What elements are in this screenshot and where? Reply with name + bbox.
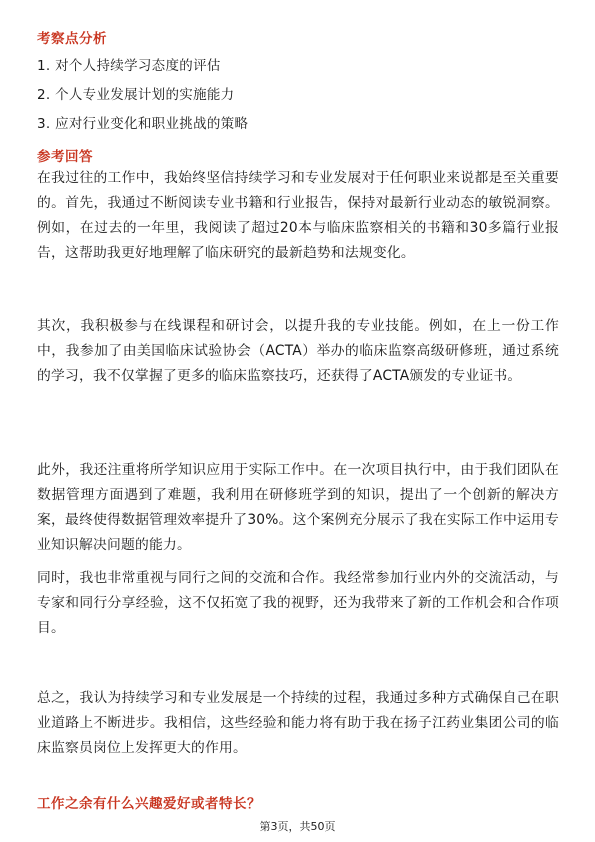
- analysis-item-2: 2. 个人专业发展计划的实施能力: [37, 87, 235, 103]
- answer-paragraph-2: 其次，我积极参与在线课程和研讨会，以提升我的专业技能。例如，在上一份工作中，我参加了由美国临床试验协会（ACTA）举办的临床监察高级研修班，通过系统的学习，我不仅掌握了更多的临床监察技巧，还获得了ACTA颁发的专业证书。: [37, 318, 559, 384]
- next-question-heading: 工作之余有什么兴趣爱好或者特长？: [37, 796, 261, 812]
- answer-paragraph-1: 在我过往的工作中，我始终坚信持续学习和专业发展对于任何职业来说都是至关重要的。首先，我通过不断阅读专业书籍和行业报告，保持对最新行业动态的敏锐洞察。例如，在过去的一年里，我阅读了超过20本与临床监察相关的书籍和30多篇行业报告，这帮助我更好地理解了临床研究的最新趋势和法规变化。: [37, 170, 559, 261]
- page-number: 第3页，共50页: [259, 820, 336, 833]
- section-title-analysis: 考察点分析: [37, 31, 107, 47]
- answer-paragraph-4: 同时，我也非常重视与同行之间的交流和合作。我经常参加行业内外的交流活动，与专家和同行分享经验，这不仅拓宽了我的视野，还为我带来了新的工作机会和合作项目。: [37, 570, 559, 636]
- answer-paragraph-5: 总之，我认为持续学习和专业发展是一个持续的过程，我通过多种方式确保自己在职业道路上不断进步。我相信，这些经验和能力将有助于我在扬子江药业集团公司的临床监察员岗位上发挥更大的作用。: [37, 690, 559, 756]
- analysis-item-1: 1. 对个人持续学习态度的评估: [37, 58, 221, 74]
- analysis-item-3: 3. 应对行业变化和职业挑战的策略: [37, 116, 249, 132]
- section-title-reference-answer: 参考回答: [37, 149, 93, 165]
- answer-paragraph-3: 此外，我还注重将所学知识应用于实际工作中。在一次项目执行中，由于我们团队在数据管理方面遇到了难题，我利用在研修班学到的知识，提出了一个创新的解决方案，最终使得数据管理效率提升了30%。这个案例充分展示了我在实际工作中运用专业知识解决问题的能力。: [37, 462, 559, 553]
